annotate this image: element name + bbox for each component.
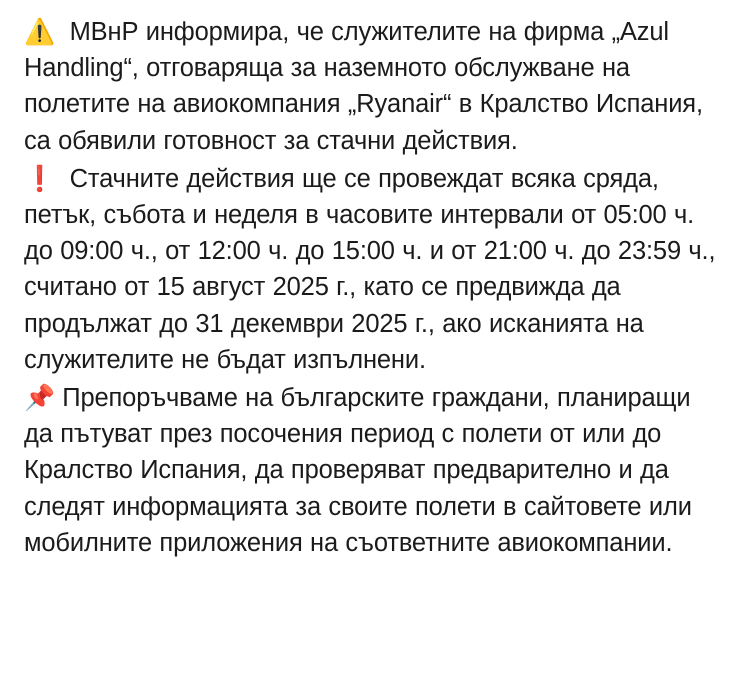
red-exclamation-icon: ❗ xyxy=(24,164,55,193)
pushpin-icon: 📌 xyxy=(24,384,55,413)
paragraph-strike-announcement xyxy=(24,14,724,159)
paragraph-recommendation xyxy=(24,380,724,561)
paragraph-text: Стачните действия ще се провеждат всяка сряда, петък, събота и неделя в часовите интервали от 05:00 ч. до 09:00 ч., от 12:00 ч. до 15:00 ч. и от 21:00 ч. до 23:59 ч., считано от 15 август 2025 г., като се предвижда да продължат до 31 декември 2025 г., ако исканията на служителите не бъдат изпълнени. xyxy=(24,164,716,374)
paragraph-text: МВнР информира, че служителите на фирма „Azul Handling“, отговаряща за наземното обслужване на полетите на авиокомпания „Ryanair“ в Кралство Испания, са обявили готовност за стачни действия. xyxy=(24,18,703,155)
paragraph-strike-schedule xyxy=(24,161,724,378)
warning-triangle-icon: ⚠️ xyxy=(24,18,55,46)
paragraph-text: Препоръчваме на българските граждани, планиращи да пътуват през посочения период с полети от или до Кралство Испания, да проверяват предварително и да следят информацията за своите полети в сайтовете или мобилните приложения на съответните авиокомпании. xyxy=(24,384,692,557)
